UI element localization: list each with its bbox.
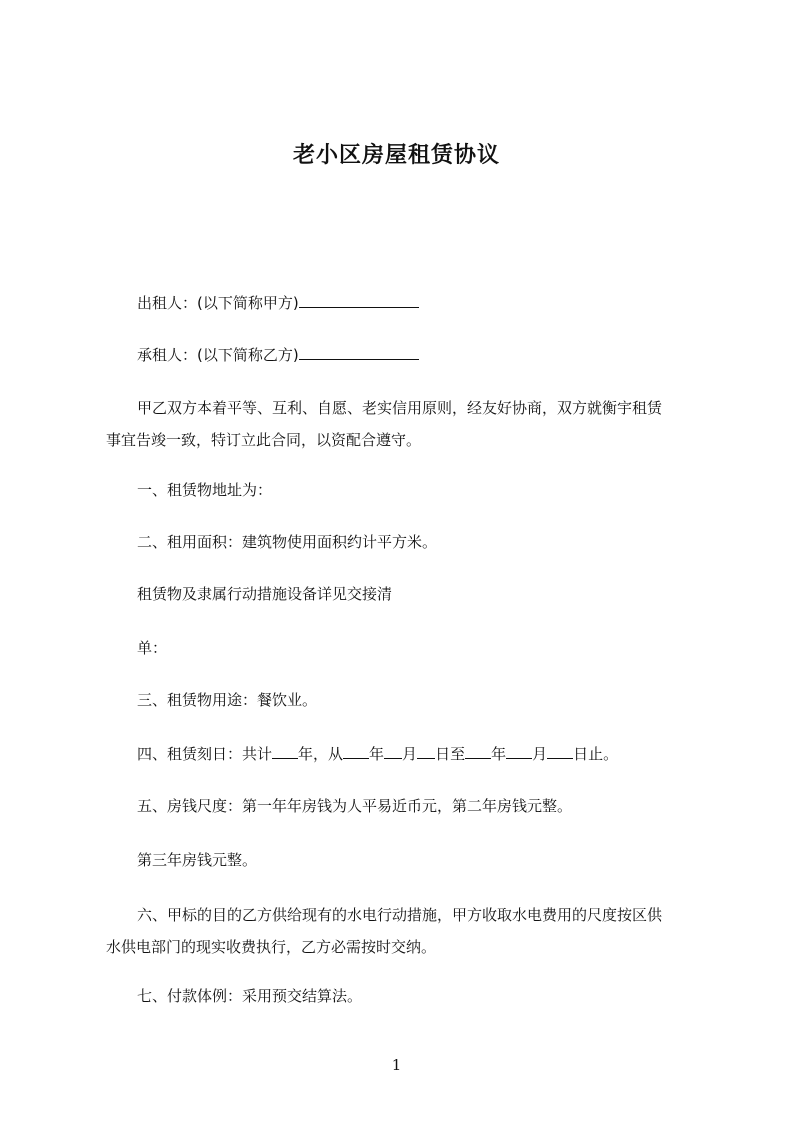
clause-3: 三、租赁物用途：餐饮业。	[137, 691, 318, 709]
clause-4	[137, 743, 618, 764]
clause-7: 七、付款体例：采用预交结算法。	[137, 987, 363, 1005]
lessor-line	[137, 292, 419, 313]
clause-2-continuation-b: 单：	[137, 639, 168, 657]
lessee-label: 承租人：(以下简称乙方)	[137, 346, 299, 364]
document-title: 老小区房屋租赁协议	[292, 143, 500, 168]
clause-4-part-4: 月	[402, 745, 418, 763]
clause-1: 一、租赁物地址为：	[137, 481, 273, 499]
preamble-line-1: 甲乙双方本着平等、互利、自愿、老实信用原则，经友好协商，双方就衡宇租赁	[137, 399, 663, 417]
clause-6-line-1: 六、甲标的目的乙方供给现有的水电行动措施，甲方收取水电费用的尺度按区供	[137, 906, 663, 924]
start-month-blank	[384, 743, 402, 759]
clause-4-part-5: 日至	[435, 745, 466, 763]
page-number: 1	[391, 1056, 402, 1074]
clause-4-part-3: 年	[369, 745, 385, 763]
clause-4-part-1: 四、租赁刻日：共计	[137, 745, 273, 763]
clause-5-continuation: 第三年房钱元整。	[137, 851, 258, 869]
clause-6-line-2: 水供电部门的现实收费执行，乙方必需按时交纳。	[106, 938, 437, 956]
end-year-blank	[465, 743, 491, 759]
preamble-line-2: 事宜告竣一致，特订立此合同，以资配合遵守。	[106, 431, 422, 449]
clause-2: 二、租用面积：建筑物使用面积约计平方米。	[137, 533, 438, 551]
term-years-blank	[272, 743, 298, 759]
end-day-blank	[547, 743, 573, 759]
clause-2-continuation-a: 租赁物及隶属行动措施设备详见交接清	[137, 585, 393, 603]
clause-6-paragraph	[106, 899, 706, 963]
lessee-line	[137, 344, 419, 365]
clause-4-part-8: 日止。	[573, 745, 619, 763]
clause-4-part-2: 年，从	[298, 745, 344, 763]
clause-4-part-7: 月	[532, 745, 548, 763]
clause-5: 五、房钱尺度：第一年年房钱为人平易近币元，第二年房钱元整。	[137, 797, 573, 815]
end-month-blank	[506, 743, 532, 759]
lessee-blank	[299, 344, 419, 360]
lessor-label: 出租人：(以下简称甲方)	[137, 294, 299, 312]
clause-4-part-6: 年	[491, 745, 507, 763]
start-year-blank	[343, 743, 369, 759]
lessor-blank	[299, 292, 419, 308]
start-day-blank	[417, 743, 435, 759]
preamble-paragraph	[106, 392, 706, 456]
